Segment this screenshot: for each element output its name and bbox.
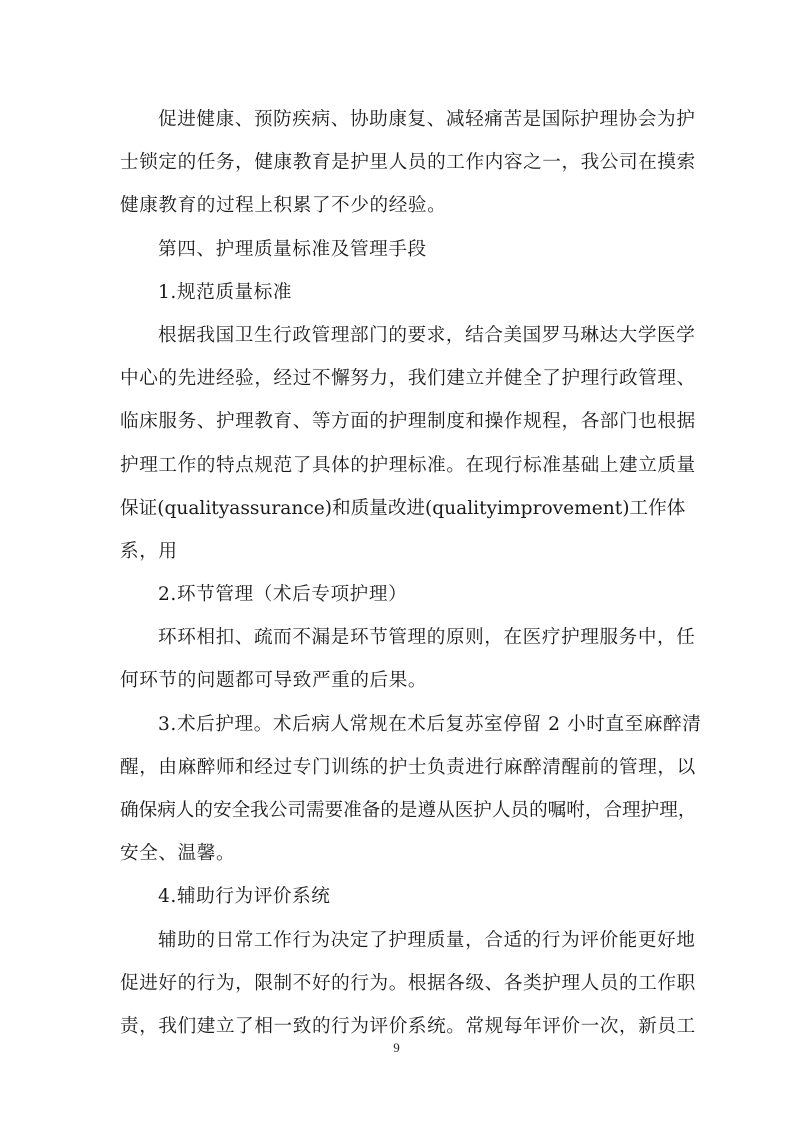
paragraph-5-line-2: 促进好的行为，限制不好的行为。根据各级、各类护理人员的工作职 <box>120 972 696 994</box>
paragraph-4-line-1: 3.术后护理。术后病人常规在术后复苏室停留 2 小时直至麻醉清 <box>158 713 702 735</box>
paragraph-3-line-2: 何环节的问题都可导致严重的后果。 <box>120 670 428 692</box>
page-number: 9 <box>393 1040 400 1055</box>
paragraph-4-line-2: 醒，由麻醉师和经过专门训练的护士负责进行麻醉清醒前的管理，以 <box>120 756 696 778</box>
paragraph-1-line-1: 促进健康、预防疾病、协助康复、减轻痛苦是国际护理协会为护 <box>158 109 696 130</box>
document-page <box>120 98 702 1048</box>
paragraph-2-line-4: 护理工作的特点规范了具体的护理标准。在现行标准基础上建立质量 <box>120 454 696 476</box>
paragraph-1-line-3: 健康教育的过程上积累了不少的经验。 <box>120 195 447 217</box>
paragraph-2-line-5: 保证(qualityassurance)和质量改进(qualityimprovement)工作体 <box>120 497 686 519</box>
paragraph-4-line-3: 确保病人的安全我公司需要准备的是遵从医护人员的嘱咐，合理护理， <box>120 800 697 821</box>
paragraph-4-line-4: 安全、温馨。 <box>120 843 236 865</box>
subheading-4: 4.辅助行为评价系统 <box>158 886 331 908</box>
subheading-2: 2.环节管理（术后专项护理） <box>158 584 408 606</box>
subheading-1: 1.规范质量标准 <box>158 281 293 303</box>
paragraph-3-line-1: 环环相扣、疏而不漏是环节管理的原则，在医疗护理服务中，任 <box>158 627 696 649</box>
paragraph-5-line-3: 责，我们建立了相一致的行为评价系统。常规每年评价一次，新员工 <box>120 1015 696 1037</box>
paragraph-2-line-2: 中心的先进经验，经过不懈努力，我们建立并健全了护理行政管理、 <box>120 368 696 390</box>
paragraph-5-line-1: 辅助的日常工作行为决定了护理质量，合适的行为评价能更好地 <box>158 929 696 951</box>
paragraph-2-line-3: 临床服务、护理教育、等方面的护理制度和操作规程，各部门也根据 <box>120 411 696 433</box>
paragraph-1-line-2: 士锁定的任务，健康教育是护里人员的工作内容之一，我公司在摸索 <box>120 152 696 174</box>
section-heading-4: 第四、护理质量标准及管理手段 <box>158 238 427 260</box>
paragraph-2-line-6: 系，用 <box>120 540 178 562</box>
paragraph-2-line-1: 根据我国卫生行政管理部门的要求，结合美国罗马琳达大学医学 <box>158 324 696 346</box>
